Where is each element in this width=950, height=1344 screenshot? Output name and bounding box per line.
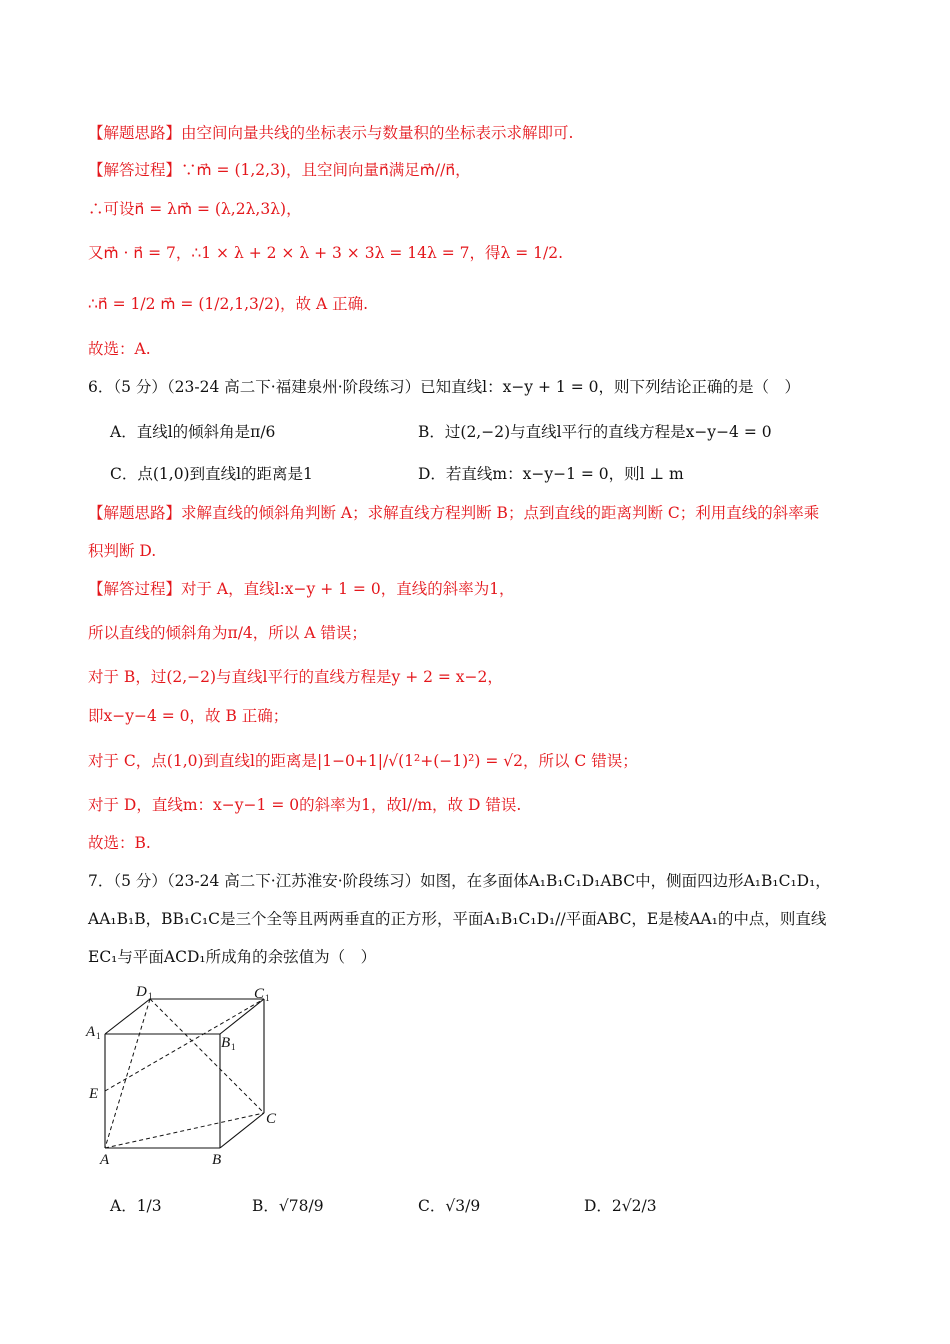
q6-process-1: 【解答过程】对于 A，直线l:x−y + 1 = 0，直线的斜率为1， <box>88 580 515 598</box>
q6-option-a: A．直线l的倾斜角是π/6 <box>110 423 276 441</box>
label-c1: C <box>254 986 265 1002</box>
label-c1-sub: 1 <box>265 993 270 1003</box>
q5-process-2: ∴可设n⃗ = λm⃗ = (λ,2λ,3λ)， <box>88 200 302 218</box>
label-a1-sub: 1 <box>96 1031 101 1041</box>
q7-option-d: D．2√2/3 <box>584 1197 657 1215</box>
q5-process-1: 【解答过程】∵m⃗ = (1,2,3)，且空间向量n⃗满足m⃗//n⃗， <box>88 161 471 179</box>
q6-process-2: 所以直线的倾斜角为π/4，所以 A 错误； <box>88 624 367 642</box>
q6-thought-1: 【解题思路】求解直线的倾斜角判断 A；求解直线方程判断 B；点到直线的距离判断 C；利用直线的斜率乘 <box>88 504 820 522</box>
q6-process-5: 对于 C，点(1,0)到直线l的距离是|1−0+1|/√(1²+(−1)²) = √2，所以 C 错误； <box>88 752 638 770</box>
q6-process-4: 即x−y−4 = 0，故 B 正确； <box>88 707 289 725</box>
label-d1: D <box>136 984 147 1000</box>
label-b1-sub: 1 <box>231 1042 236 1052</box>
label-b: B <box>212 1152 222 1168</box>
q6-option-b: B．过(2,−2)与直线l平行的直线方程是x−y−4 = 0 <box>418 423 772 441</box>
q7-option-c: C．√3/9 <box>418 1197 481 1215</box>
q5-process-4: ∴n⃗ = 1/2 m⃗ = (1/2,1,3/2)，故 A 正确. <box>88 295 369 313</box>
q6-option-c: C．点(1,0)到直线l的距离是1 <box>110 465 313 483</box>
label-d1-sub: 1 <box>148 991 153 1001</box>
polyhedron-figure <box>80 978 300 1173</box>
q7-stem-3: EC₁与平面ACD₁所成角的余弦值为（ ） <box>88 948 377 966</box>
label-c: C <box>266 1111 277 1127</box>
label-a: A <box>100 1152 110 1168</box>
q6-thought-2: 积判断 D. <box>88 542 157 560</box>
q6-option-d: D．若直线m：x−y−1 = 0，则l ⊥ m <box>418 465 684 483</box>
q6-process-3: 对于 B，过(2,−2)与直线l平行的直线方程是y + 2 = x−2， <box>88 668 503 686</box>
label-a1: A <box>86 1024 96 1040</box>
q6-process-6: 对于 D，直线m：x−y−1 = 0的斜率为1，故l//m，故 D 错误. <box>88 796 522 814</box>
q5-thought: 【解题思路】由空间向量共线的坐标表示与数量积的坐标表示求解即可. <box>88 124 574 142</box>
q7-option-a: A．1/3 <box>110 1197 162 1215</box>
q7-stem-2: AA₁B₁B，BB₁C₁C是三个全等且两两垂直的正方形，平面A₁B₁C₁D₁//平面ABC，E是棱AA₁的中点，则直线 <box>88 910 827 928</box>
label-b1: B <box>221 1035 231 1051</box>
q7-stem-1: 7．（5 分）（23-24 高二下·江苏淮安·阶段练习）如图，在多面体A₁B₁C₁D₁ABC中，侧面四边形A₁B₁C₁D₁， <box>88 872 831 890</box>
q5-process-3: 又m⃗ · n⃗ = 7，∴1 × λ + 2 × λ + 3 × 3λ = 14λ = 7，得λ = 1/2. <box>88 244 564 262</box>
q5-answer: 故选：A. <box>88 340 151 358</box>
q6-answer: 故选：B. <box>88 834 151 852</box>
label-e: E <box>89 1086 99 1102</box>
q6-stem: 6．（5 分）（23-24 高二下·福建泉州·阶段练习）已知直线l：x−y + 1 = 0，则下列结论正确的是（ ） <box>88 378 800 396</box>
q7-option-b: B．√78/9 <box>252 1197 324 1215</box>
